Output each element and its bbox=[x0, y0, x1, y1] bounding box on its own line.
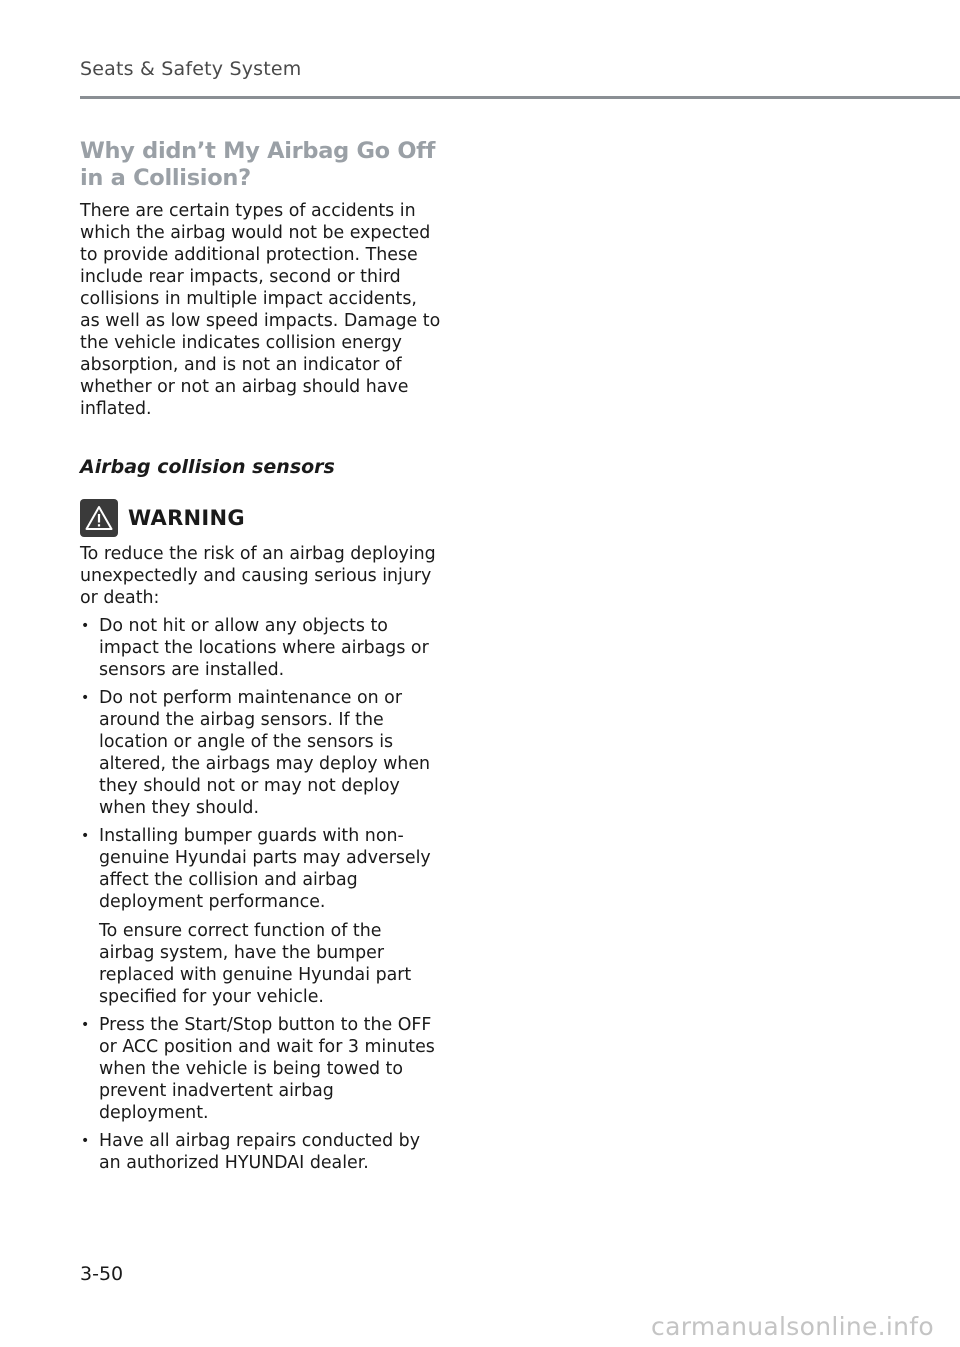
list-item bbox=[80, 1130, 442, 1174]
bullet-icon: • bbox=[81, 1133, 90, 1149]
warning-intro: To reduce the risk of an airbag deploying unexpectedly and causing serious injury or death: bbox=[80, 544, 436, 608]
warning-triangle-icon bbox=[80, 499, 118, 537]
list-item bbox=[80, 1014, 442, 1124]
header-divider bbox=[80, 96, 960, 99]
running-header: Seats & Safety System bbox=[80, 58, 302, 80]
warning-list bbox=[80, 615, 442, 1174]
section-paragraph: There are certain types of accidents in which the airbag would not be expected to provide additional protection. These include rear impacts, second or third collisions in multiple impact accidents, as well as low speed impacts. Damage to the vehicle indicates collision energy absorption, and is not an indicator of whether or not an airbag should have inflated. bbox=[80, 201, 441, 419]
section-heading: Why didn’t My Airbag Go Off in a Collision? bbox=[80, 138, 436, 191]
list-item-text: Installing bumper guards with non-genuine Hyundai parts may adversely affect the collision and airbag deployment performance. bbox=[99, 826, 431, 912]
bullet-icon: • bbox=[81, 618, 90, 634]
list-item bbox=[80, 615, 442, 681]
bullet-icon: • bbox=[81, 1017, 90, 1033]
list-item bbox=[80, 825, 442, 1008]
list-item-text: Do not hit or allow any objects to impact the locations where airbags or sensors are installed. bbox=[99, 616, 429, 680]
warning-label: WARNING bbox=[128, 506, 245, 530]
list-item-text: Do not perform maintenance on or around the airbag sensors. If the location or angle of the sensors is altered, the airbags may deploy when they should not or may not deploy when they should. bbox=[99, 688, 431, 818]
list-item-text: Press the Start/Stop button to the OFF or ACC position and wait for 3 minutes when the vehicle is being towed to prevent inadvertent airbag deployment. bbox=[99, 1015, 435, 1123]
warning-header bbox=[80, 499, 442, 537]
list-item-extra-text: To ensure correct function of the airbag system, have the bumper replaced with genuine Hyundai part specified for your vehicle. bbox=[99, 921, 412, 1007]
list-item bbox=[80, 687, 442, 819]
list-item-text: Have all airbag repairs conducted by an authorized HYUNDAI dealer. bbox=[99, 1131, 420, 1173]
bullet-icon: • bbox=[81, 690, 90, 706]
main-content bbox=[80, 138, 442, 1180]
bullet-icon: • bbox=[81, 828, 90, 844]
watermark: carmanualsonline.info bbox=[651, 1312, 934, 1341]
subsection-heading: Airbag collision sensors bbox=[80, 456, 335, 478]
page-number: 3-50 bbox=[80, 1263, 124, 1285]
